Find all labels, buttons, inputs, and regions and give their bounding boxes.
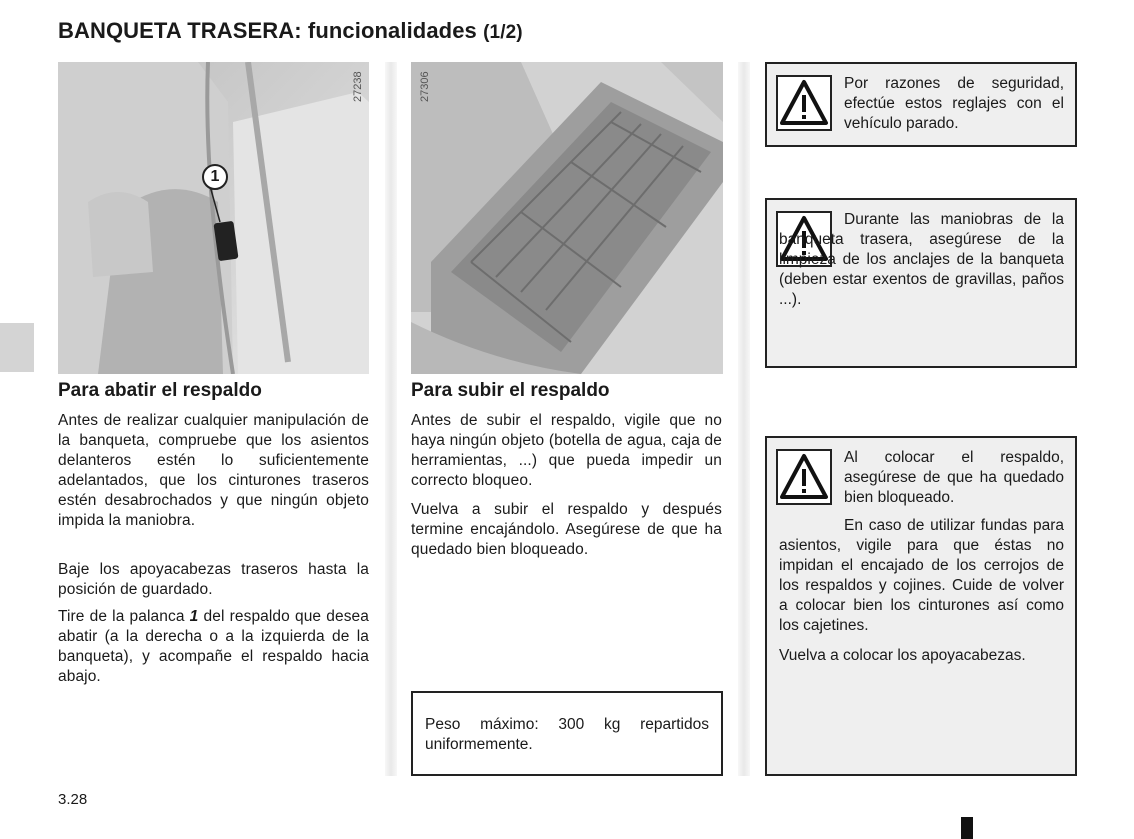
paragraph: Tire de la palanca 1 del respaldo que desea abatir (a la derecha o a la izquierda de la banqueta), y acompañe el respaldo hacia abajo. — [58, 608, 369, 685]
warning-text: Vuelva a colocar los apoyacabezas. — [779, 647, 1026, 664]
figure-code: 27306 — [419, 71, 431, 102]
reference-number: 1 — [189, 608, 199, 625]
page-number: 3.28 — [58, 791, 88, 808]
warning-text: Al colocar el respaldo, asegúrese de que ha quedado bien bloqueado. — [844, 449, 1064, 506]
figure-folded-seat — [411, 62, 723, 374]
paragraph: Antes de subir el respaldo, vigile que no haya ningún objeto (botella de agua, caja de herramientas, ...) que pueda impedir un correcto bloqueo. — [411, 412, 722, 489]
warning-text: En caso de utilizar fundas para asientos, vigile para que éstas no impidan el encajado de los cerrojos de los respaldos y cojines. Cuide de volver a colocar bien los cinturones así como los cajetines. — [779, 517, 1064, 634]
section-heading-raise: Para subir el respaldo — [411, 380, 610, 401]
figure-code: 27238 — [352, 71, 364, 102]
column-divider — [385, 62, 397, 776]
warning-triangle-icon — [776, 75, 832, 131]
page-marker — [961, 817, 973, 839]
figure-seat-lever-illustration — [58, 62, 369, 374]
callout-1: 1 — [202, 164, 228, 190]
note-box — [411, 691, 723, 776]
figure-folded-seat-illustration — [411, 62, 723, 374]
paragraph: Antes de realizar cualquier manipulación de la banqueta, compruebe que los asientos delanteros estén lo suficientemente adelantados, que los cinturones traseros estén desabrochados y que ningún objeto impida la maniobra. — [58, 412, 369, 529]
warning-text: Por razones de seguridad, efectúe estos reglajes con el vehículo parado. — [844, 75, 1064, 132]
paragraph: Vuelva a subir el respaldo y después termine encajándolo. Asegúrese de que ha quedado bien bloqueado. — [411, 501, 722, 558]
warning-box — [765, 436, 1077, 776]
warning-triangle-icon — [776, 449, 832, 505]
section-heading-fold: Para abatir el respaldo — [58, 380, 262, 401]
column-divider — [738, 62, 750, 776]
warning-box — [765, 62, 1077, 147]
page-title: BANQUETA TRASERA: funcionalidades (1/2) — [58, 18, 523, 43]
paragraph: Baje los apoyacabezas traseros hasta la posición de guardado. — [58, 561, 369, 598]
chapter-tab — [0, 323, 34, 372]
note-text: Peso máximo: 300 kg repartidos uniformemente. — [425, 716, 709, 753]
warning-box — [765, 198, 1077, 368]
warning-text: Durante las maniobras de la banqueta trasera, asegúrese de la limpieza de los anclajes de la banqueta (deben estar exentos de gravillas, paños ...). — [779, 211, 1064, 308]
figure-seat-lever — [58, 62, 369, 374]
